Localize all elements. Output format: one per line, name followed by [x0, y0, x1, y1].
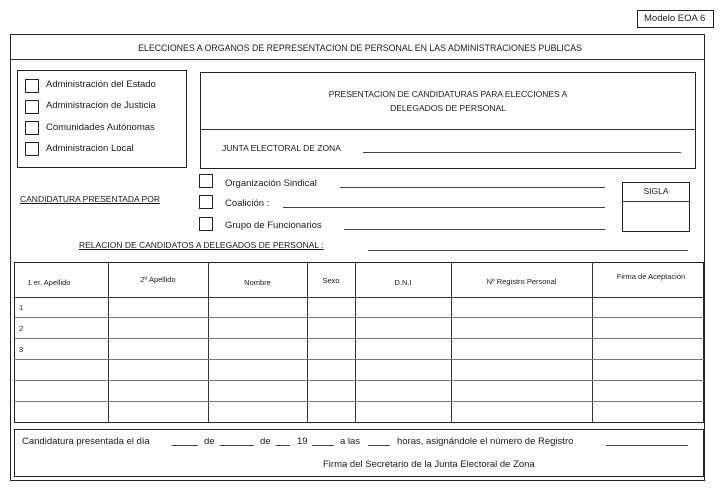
checkbox-comunidades-autonomas[interactable] [25, 121, 39, 135]
footer-registro-field[interactable] [606, 445, 688, 446]
junta-field[interactable] [363, 152, 681, 153]
model-label-box [637, 10, 714, 28]
label-comunidades-autonomas: Comunidades Autónomas [46, 122, 155, 133]
row-line-5 [14, 401, 704, 402]
row-line-1 [14, 317, 704, 318]
checkbox-administracion-estado[interactable] [25, 79, 39, 93]
label-organizacion-sindical: Organización Sindical [225, 178, 317, 189]
organizacion-sindical-field[interactable] [340, 187, 605, 188]
header-firma-aceptacion: Firma de Aceptación [616, 272, 686, 281]
footer-short-field[interactable] [276, 445, 290, 446]
col-sep-1 [108, 262, 109, 423]
relacion-label: RELACION DE CANDIDATOS A DELEGADOS DE PERSONAL : [79, 240, 324, 250]
footer-de1: de [204, 436, 215, 447]
checkbox-grupo-funcionarios[interactable] [199, 217, 213, 231]
row-line-3 [14, 359, 704, 360]
footer-year-field[interactable] [312, 445, 334, 446]
presentation-box [200, 72, 696, 169]
presentation-title-line1: PRESENTACION DE CANDIDATURAS PARA ELECCIONES A [328, 89, 568, 99]
col-sep-3 [307, 262, 308, 423]
header-registro-personal: Nº Registro Personal [486, 277, 557, 286]
row-line-2 [14, 338, 704, 339]
header-segundo-apellido: 2º Apellido [140, 275, 176, 284]
checkbox-administracion-justicia[interactable] [25, 100, 39, 114]
junta-label: JUNTA ELECTORAL DE ZONA [222, 143, 341, 153]
checkbox-coalicion[interactable] [199, 195, 213, 209]
grupo-funcionarios-field[interactable] [344, 229, 605, 230]
label-coalicion: Coalición : [225, 198, 270, 209]
label-administracion-justicia: Administracion de Justicia [46, 100, 156, 111]
label-grupo-funcionarios: Grupo de Funcionarios [225, 220, 322, 231]
model-label: Modelo EOA 6 [644, 13, 706, 24]
header-sexo: Sexo [322, 276, 340, 285]
sigla-label: SIGLA [643, 186, 669, 196]
presentation-title-line2: DELEGADOS DE PERSONAL [390, 103, 506, 113]
row-line-4 [14, 380, 704, 381]
footer-de2: de [260, 436, 271, 447]
row-number-2: 2 [19, 324, 24, 333]
footer-a-las: a las [340, 436, 361, 447]
footer-day-field[interactable] [172, 445, 198, 446]
label-administracion-estado: Administración del Estado [46, 79, 156, 90]
footer-hour-field[interactable] [368, 445, 390, 446]
header-primer-apellido: 1 er. Apellido [27, 278, 71, 287]
label-administracion-local: Administracion Local [46, 143, 134, 154]
header-nombre: Nombre [244, 278, 271, 287]
presentation-divider [200, 129, 696, 130]
checkbox-administracion-local[interactable] [25, 142, 39, 156]
footer-horas-label: horas, asignándole el número de Registro [397, 436, 574, 447]
checkbox-organizacion-sindical[interactable] [199, 174, 213, 188]
candidatura-label: CANDIDATURA PRESENTADA POR [20, 194, 160, 204]
row-number-1: 1 [19, 303, 24, 312]
table-header-divider [14, 297, 704, 298]
relacion-field[interactable] [368, 250, 688, 251]
row-number-3: 3 [19, 345, 24, 354]
footer-firma-secretario: Firma del Secretario de la Junta Electoral de Zona [323, 459, 535, 470]
header-divider [10, 59, 705, 60]
header-dni: D.N.I [394, 278, 412, 287]
footer-presentada-label: Candidatura presentada el día [22, 436, 150, 447]
footer-month-field[interactable] [220, 445, 254, 446]
sigla-divider [622, 201, 690, 202]
col-sep-6 [592, 262, 593, 423]
header-title: ELECCIONES A ORGANOS DE REPRESENTACION DE PERSONAL EN LAS ADMINISTRACIONES PUBLICAS [138, 43, 582, 53]
coalicion-field[interactable] [283, 207, 605, 208]
footer-year-prefix: 19 [297, 436, 308, 447]
